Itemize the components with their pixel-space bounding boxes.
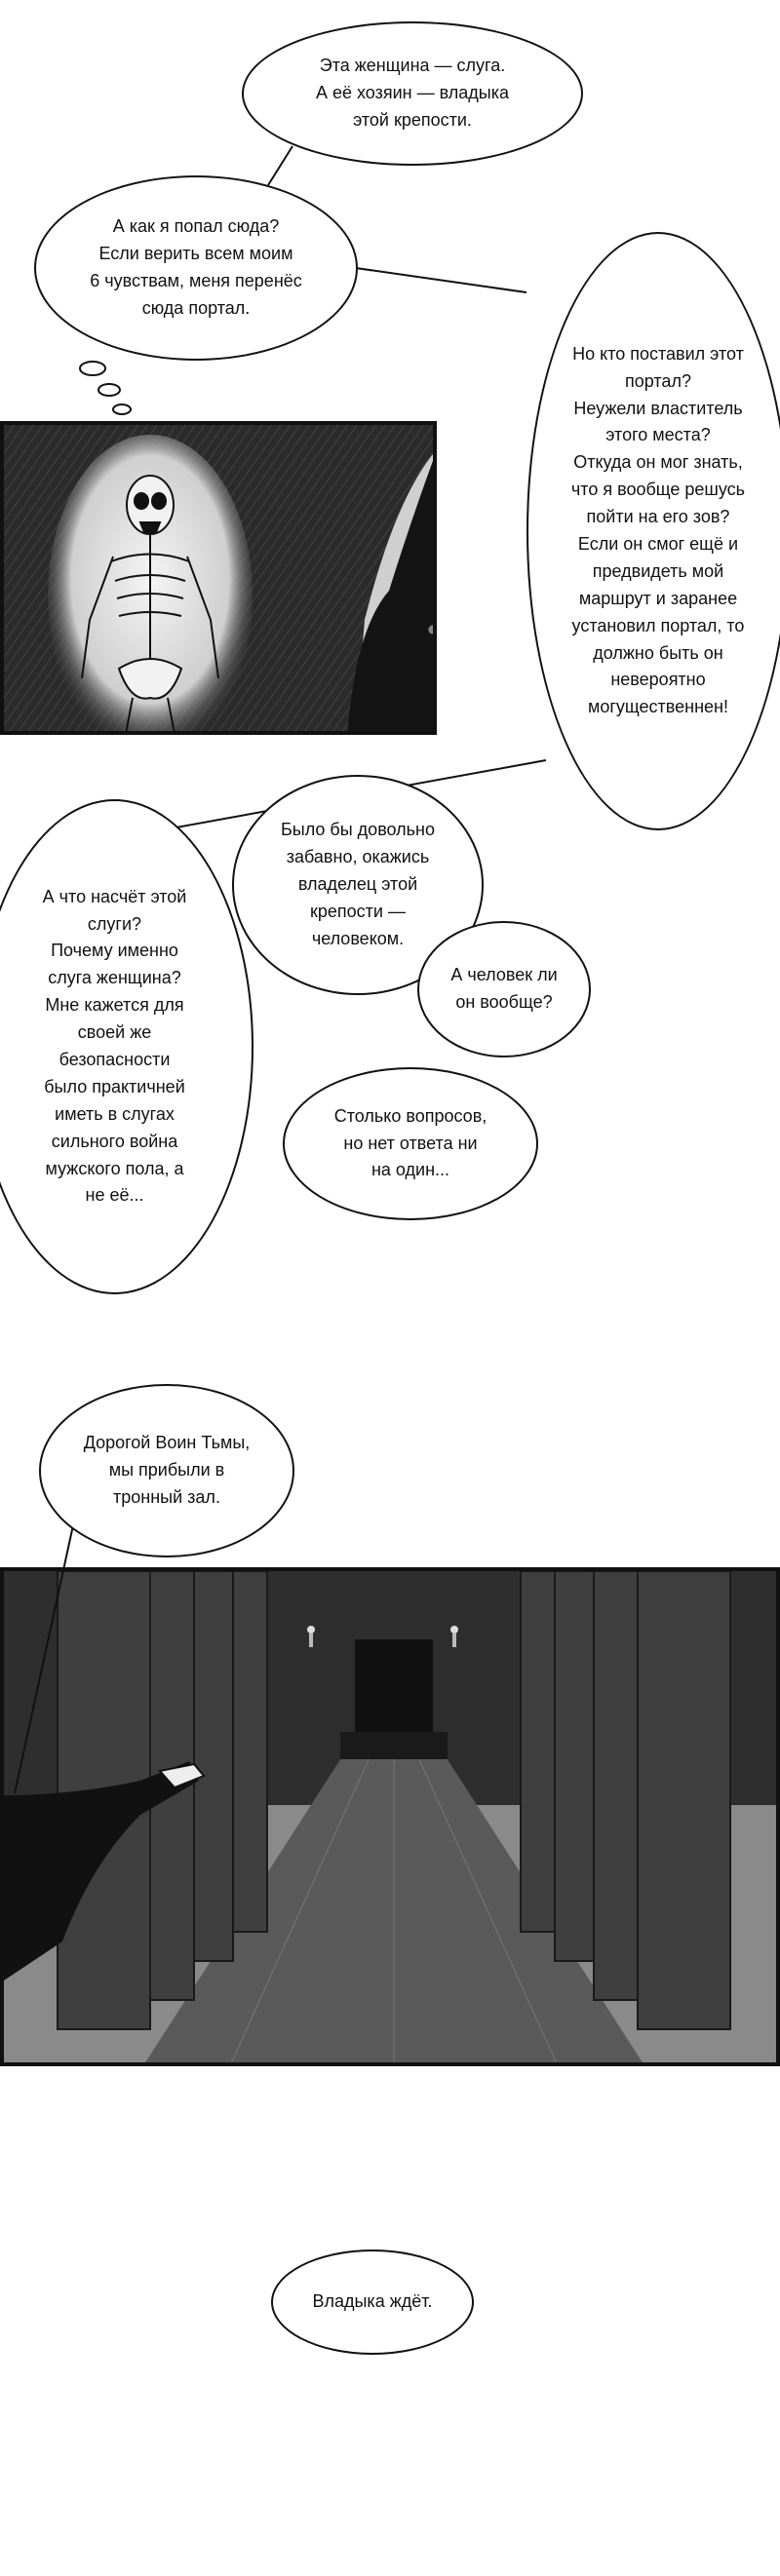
speech-bubble-servant-gender: А что насчёт этой слуги? Почему именно слуга женщина? Мне кажется для своей же безопасности было практичней иметь в слугах сильного война мужского пола, а не её... [0, 799, 254, 1294]
speech-bubble-throne-room-arrival: Дорогой Воин Тьмы, мы прибыли в тронный зал. [39, 1384, 294, 1557]
speech-bubble-servant-master: Эта женщина — слуга. А её хозяин — владыка этой крепости. [242, 21, 583, 166]
speech-bubble-many-questions: Столько вопросов, но нет ответа ни на один... [283, 1067, 538, 1220]
speech-bubble-lord-awaits: Владыка ждёт. [271, 2249, 474, 2355]
speech-bubble-who-set-portal: Но кто поставил этот портал? Неужели властитель этого места? Откуда он мог знать, что я вообще решусь пойти на его зов? Если он смог ещё и предвидеть мой маршрут и заранее установил портал, то должно быть он невероятно могущественнен! [526, 232, 780, 830]
thought-dots [80, 362, 131, 414]
speech-bubble-is-he-human: А человек ли он вообще? [417, 921, 591, 1057]
thought-bubble-portal: А как я попал сюда? Если верить всем моим 6 чувствам, меня перенёс сюда портал. [34, 175, 358, 361]
speech-bubble-owner-human: Было бы довольно забавно, окажись владелец этой крепости — человеком. [232, 775, 484, 995]
